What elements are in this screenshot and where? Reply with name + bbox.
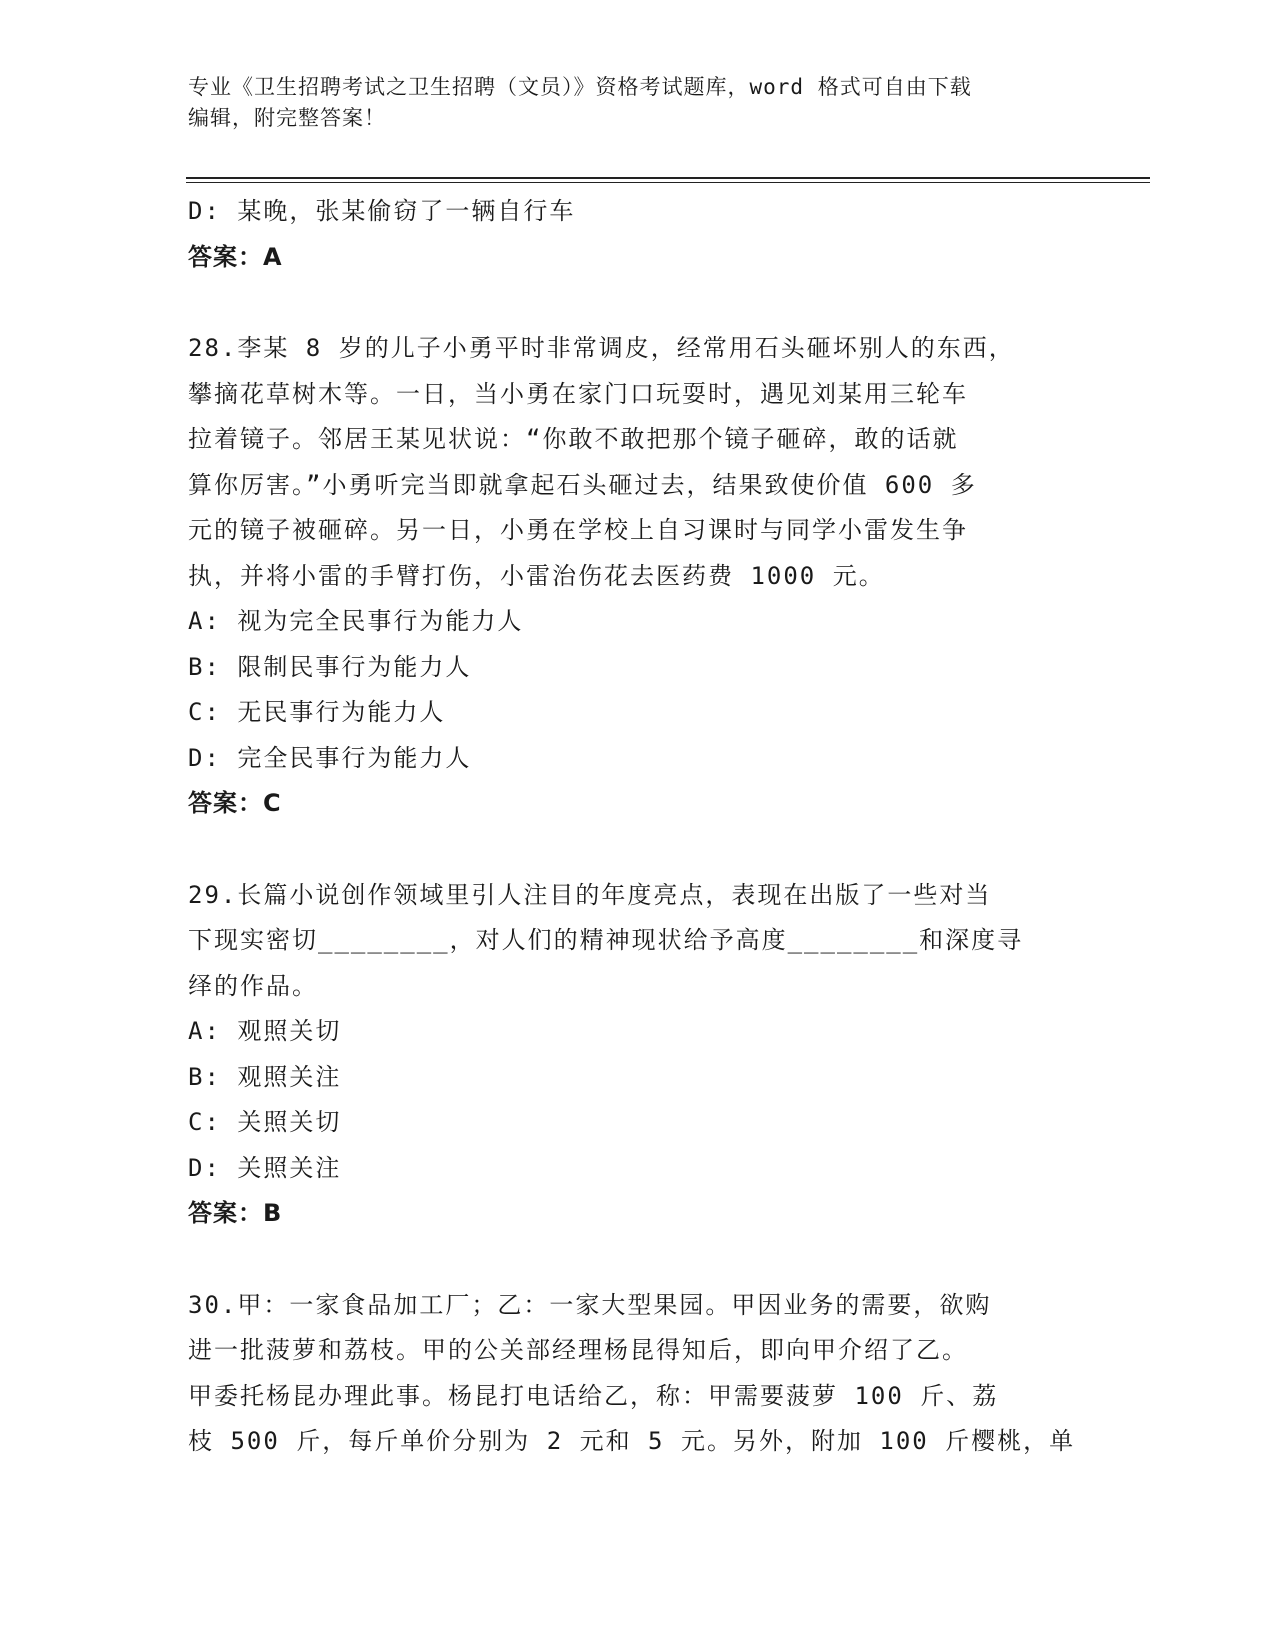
question-text-line: 元的镜子被砸碎。另一日，小勇在学校上自习课时与同学小雷发生争 [188,516,968,544]
previous-question-tail [188,189,1068,280]
document-header [188,72,1068,134]
option-c: C: 关照关切 [188,1108,342,1136]
question-text-line: 28.李某 8 岁的儿子小勇平时非常调皮，经常用石头砸坏别人的东西， [188,334,1015,362]
answer-line: 答案：B [188,1199,283,1227]
option-c: C: 无民事行为能力人 [188,698,446,726]
header-rule-thick [186,177,1150,179]
question-28 [188,326,1068,827]
spacer [188,827,1068,873]
option-b: B: 限制民事行为能力人 [188,652,472,681]
question-text-line: 30.甲：一家食品加工厂；乙：一家大型果园。甲因业务的需要，欲购 [188,1290,992,1319]
question-text-line: 下现实密切________，对人们的精神现状给予高度________和深度寻 [188,926,1024,954]
option-b: B: 观照关注 [188,1062,342,1091]
option-d: D: 关照关注 [188,1153,342,1182]
option-a: A: 观照关切 [188,1017,342,1045]
question-text-line: 29.长篇小说创作领域里引人注目的年度亮点，表现在出版了一些对当 [188,880,992,909]
header-rule-thin [186,182,1150,183]
question-text-line: 算你厉害。”小勇听完当即就拿起石头砸过去，结果致使价值 600 多 [188,470,977,499]
option-d: D: 某晚，张某偷窃了一辆自行车 [188,197,576,225]
answer-line: 答案：C [188,789,282,817]
spacer [188,280,1068,326]
question-29 [188,873,1068,1237]
question-30 [188,1283,1076,1465]
header-line-1: 专业《卫生招聘考试之卫生招聘（文员）》资格考试题库，word 格式可自由下载 [188,75,972,99]
question-text-line: 进一批菠萝和荔枝。甲的公关部经理杨昆得知后，即向甲介绍了乙。 [188,1336,968,1364]
document-body [188,189,1076,1465]
header-line-2: 编辑，附完整答案！ [188,106,386,130]
spacer [188,1237,1068,1283]
question-text-line: 绎的作品。 [188,971,318,1000]
question-text-line: 执，并将小雷的手臂打伤，小雷治伤花去医药费 1000 元。 [188,561,885,590]
option-a: A: 视为完全民事行为能力人 [188,607,524,635]
question-text-line: 甲委托杨昆办理此事。杨昆打电话给乙，称：甲需要菠萝 100 斤、荔 [188,1381,999,1410]
question-text-line: 攀摘花草树木等。一日，当小勇在家门口玩耍时，遇见刘某用三轮车 [188,379,968,408]
option-d: D: 完全民事行为能力人 [188,743,472,772]
answer-line: 答案：A [188,242,283,271]
question-text-line: 枝 500 斤，每斤单价分别为 2 元和 5 元。另外，附加 100 斤樱桃，单 [188,1427,1076,1455]
question-text-line: 拉着镜子。邻居王某见状说：“你敢不敢把那个镜子砸碎，敢的话就 [188,425,959,453]
